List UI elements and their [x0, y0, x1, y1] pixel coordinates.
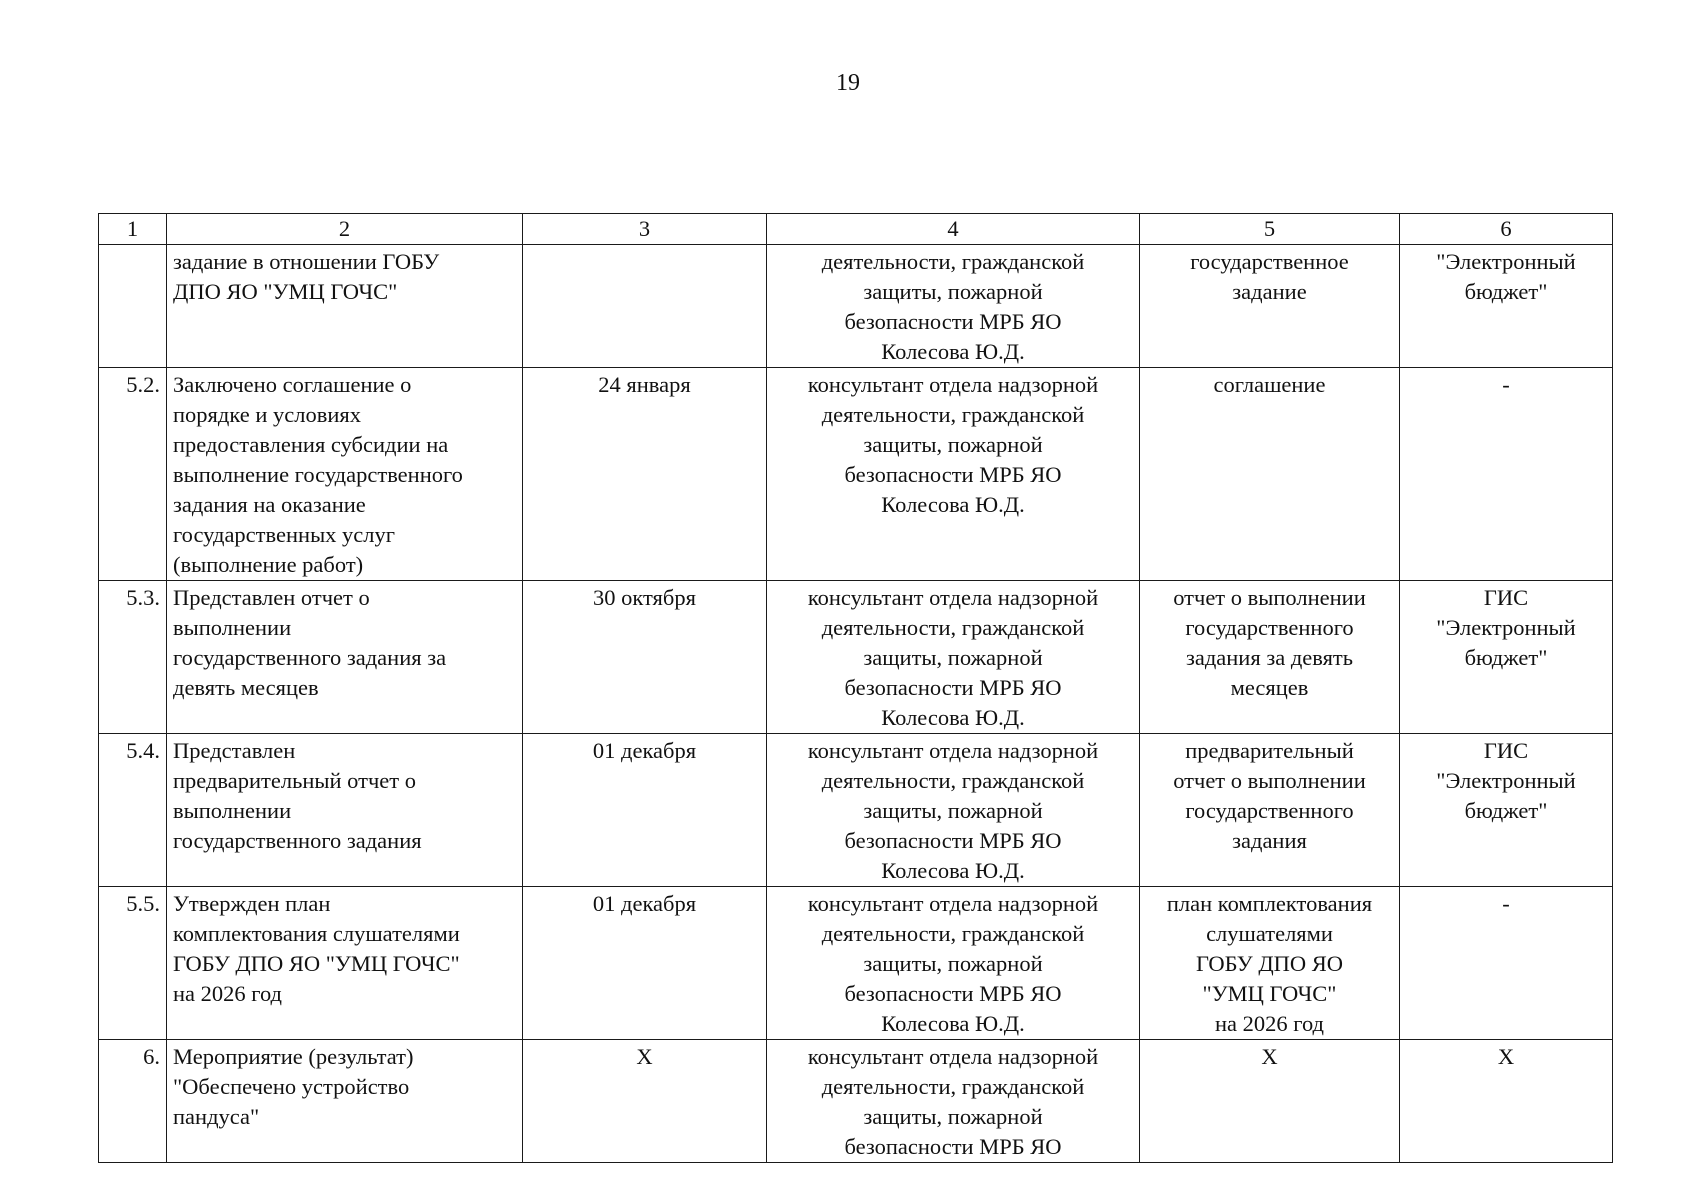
row-number — [99, 245, 167, 368]
row-name: задание в отношении ГОБУ ДПО ЯО "УМЦ ГОЧС" — [167, 245, 523, 368]
row-date: Х — [523, 1040, 767, 1163]
row-responsible: консультант отдела надзорной деятельности, гражданской защиты, пожарной безопасности МРБ ЯО Колесова Ю.Д. — [767, 368, 1140, 581]
row-date: 01 декабря — [523, 734, 767, 887]
row-system: "Электронный бюджет" — [1400, 245, 1613, 368]
row-number: 5.4. — [99, 734, 167, 887]
table-row — [99, 245, 1613, 368]
row-system: ГИС "Электронный бюджет" — [1400, 734, 1613, 887]
column-header: 3 — [523, 214, 767, 245]
column-header: 2 — [167, 214, 523, 245]
row-result: Х — [1140, 1040, 1400, 1163]
row-date: 30 октября — [523, 581, 767, 734]
row-responsible: консультант отдела надзорной деятельности, гражданской защиты, пожарной безопасности МРБ ЯО Колесова Ю.Д. — [767, 581, 1140, 734]
row-responsible: консультант отдела надзорной деятельности, гражданской защиты, пожарной безопасности МРБ ЯО Колесова Ю.Д. — [767, 734, 1140, 887]
row-number: 6. — [99, 1040, 167, 1163]
row-system: ГИС "Электронный бюджет" — [1400, 581, 1613, 734]
row-result: отчет о выполнении государственного задания за девять месяцев — [1140, 581, 1400, 734]
row-name: Представлен предварительный отчет о выполнении государственного задания — [167, 734, 523, 887]
plan-table — [98, 213, 1613, 1163]
table-row — [99, 581, 1613, 734]
row-result: соглашение — [1140, 368, 1400, 581]
row-number: 5.5. — [99, 887, 167, 1040]
row-name: Заключено соглашение о порядке и условиях предоставления субсидии на выполнение государственного задания на оказание государственных услуг (выполнение работ) — [167, 368, 523, 581]
column-header: 1 — [99, 214, 167, 245]
row-date: 24 января — [523, 368, 767, 581]
row-system: Х — [1400, 1040, 1613, 1163]
column-header: 6 — [1400, 214, 1613, 245]
row-number: 5.3. — [99, 581, 167, 734]
table-row — [99, 887, 1613, 1040]
row-name: Утвержден план комплектования слушателями ГОБУ ДПО ЯО "УМЦ ГОЧС" на 2026 год — [167, 887, 523, 1040]
row-responsible: консультант отдела надзорной деятельности, гражданской защиты, пожарной безопасности МРБ ЯО — [767, 1040, 1140, 1163]
row-result: предварительный отчет о выполнении государственного задания — [1140, 734, 1400, 887]
row-date: 01 декабря — [523, 887, 767, 1040]
row-result: государственное задание — [1140, 245, 1400, 368]
column-header: 5 — [1140, 214, 1400, 245]
page-number: 19 — [836, 70, 860, 96]
row-date — [523, 245, 767, 368]
row-responsible: консультант отдела надзорной деятельности, гражданской защиты, пожарной безопасности МРБ ЯО Колесова Ю.Д. — [767, 887, 1140, 1040]
row-number: 5.2. — [99, 368, 167, 581]
table-row — [99, 1040, 1613, 1163]
column-header: 4 — [767, 214, 1140, 245]
table-header-row — [99, 214, 1613, 245]
table-row — [99, 734, 1613, 887]
row-responsible: деятельности, гражданской защиты, пожарной безопасности МРБ ЯО Колесова Ю.Д. — [767, 245, 1140, 368]
row-name: Представлен отчет о выполнении государственного задания за девять месяцев — [167, 581, 523, 734]
row-system: - — [1400, 368, 1613, 581]
row-name: Мероприятие (результат) "Обеспечено устройство пандуса" — [167, 1040, 523, 1163]
row-system: - — [1400, 887, 1613, 1040]
row-result: план комплектования слушателями ГОБУ ДПО ЯО "УМЦ ГОЧС" на 2026 год — [1140, 887, 1400, 1040]
table-row — [99, 368, 1613, 581]
